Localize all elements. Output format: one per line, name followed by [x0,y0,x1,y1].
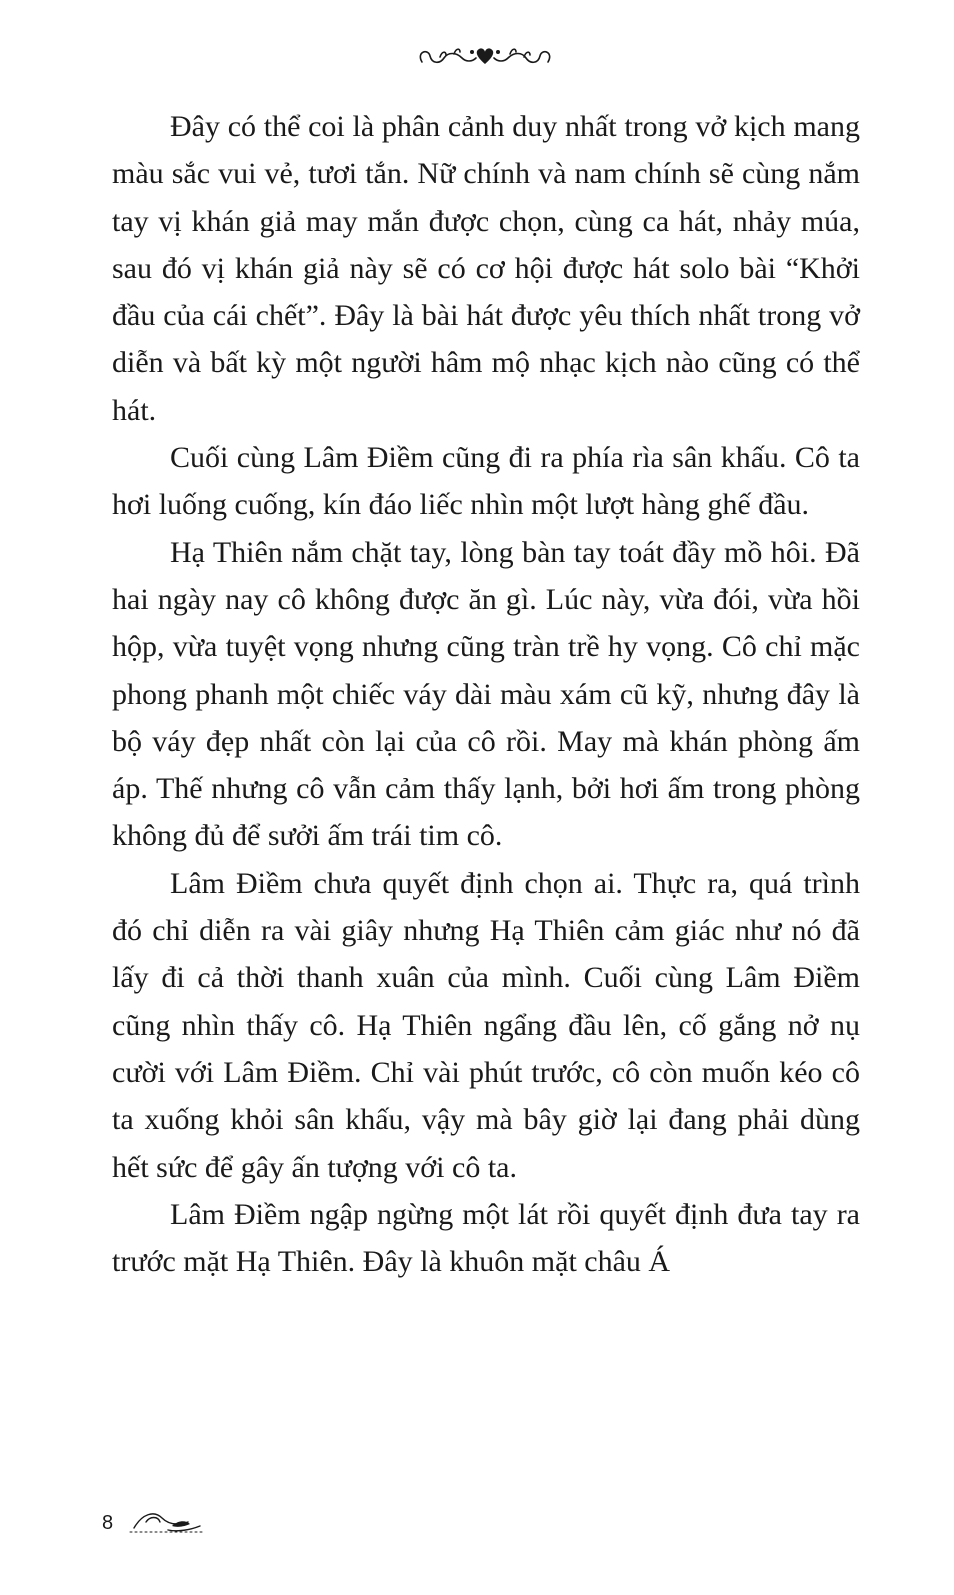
paragraph-4: Lâm Điềm chưa quyết định chọn ai. Thực ra, quá trình đó chỉ diễn ra vài giây nhưng Hạ Thiên cảm giác như nó đã lấy đi cả thời thanh xuân của mình. Cuối cùng Lâm Điềm cũng nhìn thấy cô. Hạ Thiên ngẩng đầu lên, cố gắng nở nụ cười với Lâm Điềm. Chỉ vài phút trước, cô còn muốn kéo cô ta xuống khỏi sân khấu, vậy mà bây giờ lại đang phải dùng hết sức để gây ấn tượng với cô ta. [112,866,860,1184]
page-number: 8 [102,1512,114,1534]
page-body [112,103,860,1285]
bird-flourish-ornament-icon [128,1500,208,1540]
floral-vine-ornament-icon [410,40,560,80]
paragraph-1: Đây có thể coi là phân cảnh duy nhất trong vở kịch mang màu sắc vui vẻ, tươi tắn. Nữ chính và nam chính sẽ cùng nắm tay vị khán giả may mắn được chọn, cùng ca hát, nhảy múa, sau đó vị khán giả này sẽ có cơ hội được hát solo bài “Khởi đầu của cái chết”. Đây là bài hát được yêu thích nhất trong vở diễn và bất kỳ một người hâm mộ nhạc kịch nào cũng có thể hát. [112,110,860,427]
paragraph-5: Lâm Điềm ngập ngừng một lát rồi quyết định đưa tay ra trước mặt Hạ Thiên. Đây là khuôn mặt châu Á [112,1197,860,1279]
paragraph-3: Hạ Thiên nắm chặt tay, lòng bàn tay toát đầy mồ hôi. Đã hai ngày nay cô không được ăn gì. Lúc này, vừa đói, vừa hồi hộp, vừa tuyệt vọng nhưng cũng tràn trề hy vọng. Cô chỉ mặc phong phanh một chiếc váy dài màu xám cũ kỹ, nhưng đây là bộ váy đẹp nhất còn lại của cô rồi. May mà khán phòng ấm áp. Thế nhưng cô vẫn cảm thấy lạnh, bởi hơi ấm trong phòng không đủ để sưởi ấm trái tim cô. [112,535,860,853]
paragraph-2: Cuối cùng Lâm Điềm cũng đi ra phía rìa sân khấu. Cô ta hơi luống cuống, kín đáo liếc nhìn một lượt hàng ghế đầu. [112,441,860,522]
page-footer [100,1500,220,1550]
